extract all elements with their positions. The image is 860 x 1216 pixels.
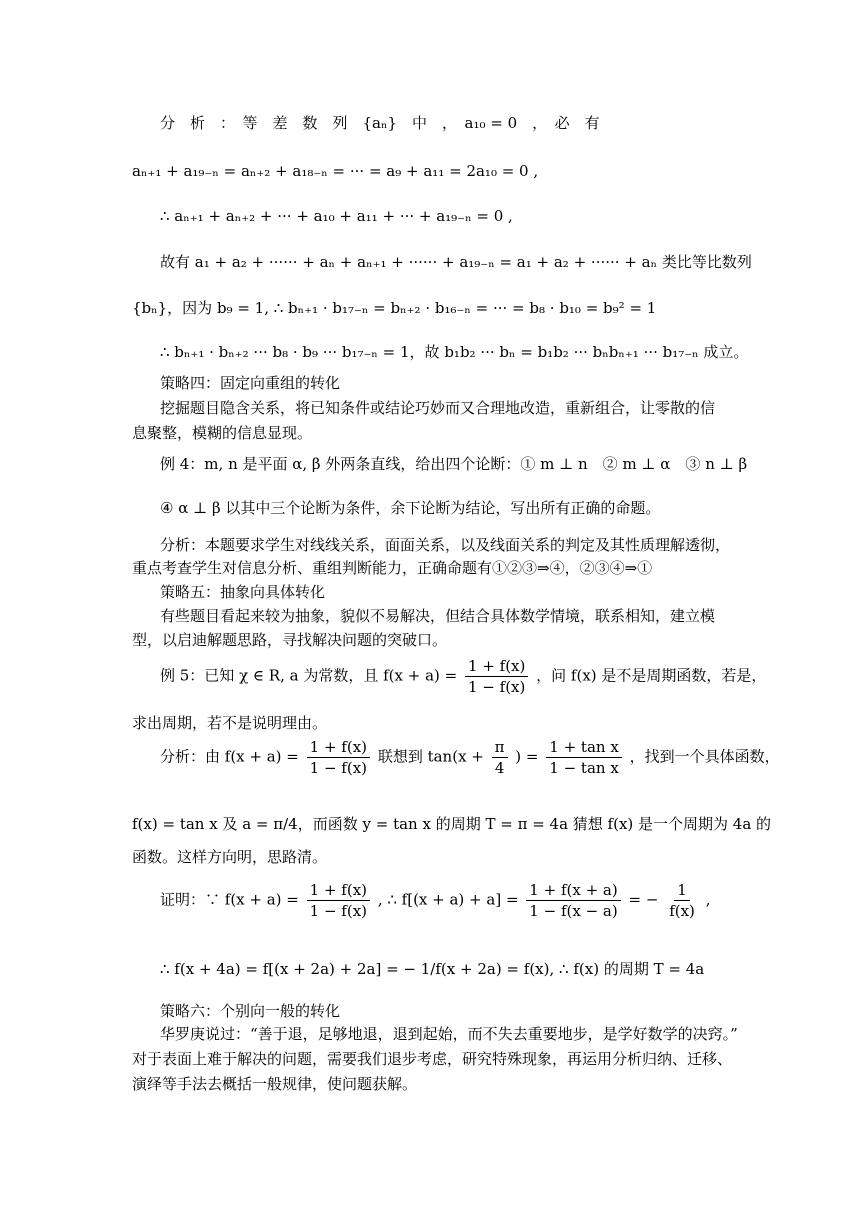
paragraph-line: 故有 a₁ + a₂ + ······ + aₙ + aₙ₊₁ + ······ + a₁₉₋ₙ = a₁ + a₂ + ······ + aₙ 类比等比数列 xyxy=(160,253,752,271)
analysis-text: 分析：由 f(x + a) = xyxy=(160,747,299,766)
paragraph-line: {bₙ}，因为 b₉ = 1, ∴ bₙ₊₁ · b₁₇₋ₙ = bₙ₊₂ · b₁₆₋ₙ = ··· = b₈ · b₁₀ = b₉² = 1 xyxy=(132,299,657,317)
analysis-text: ，找到一个具体函数， xyxy=(629,747,780,766)
proof-text: = − xyxy=(628,890,659,909)
analysis-line xyxy=(160,737,780,778)
fraction-denominator: 1 − f(x − a) xyxy=(529,902,618,920)
paragraph-line: 函数。这样方向明，思路清。 xyxy=(132,848,328,866)
analysis-text: ) = xyxy=(515,747,539,766)
example-5-text: 例 5：已知 χ ∈ R, a 为常数，且 f(x + a) = xyxy=(160,666,458,685)
fraction-numerator: 1 + f(x + a) xyxy=(526,880,620,901)
fraction xyxy=(526,880,620,921)
equation-line: ∴ aₙ₊₁ + aₙ₊₂ + ··· + a₁₀ + a₁₁ + ··· + a₁₉₋ₙ = 0 , xyxy=(160,207,513,225)
equation-line: aₙ₊₁ + a₁₉₋ₙ = aₙ₊₂ + a₁₈₋ₙ = ··· = a₉ + a₁₁ = 2a₁₀ = 0 , xyxy=(132,162,539,180)
fraction xyxy=(465,656,528,697)
paragraph-line: 分析：本题要求学生对线线关系，面面关系，以及线面关系的判定及其性质理解透彻， xyxy=(160,536,731,554)
fraction-numerator: 1 + f(x) xyxy=(465,656,528,677)
fraction xyxy=(666,880,698,921)
proof-text: 证明：∵ f(x + a) = xyxy=(160,890,299,909)
fraction-denominator: f(x) xyxy=(669,902,695,920)
fraction xyxy=(307,737,370,778)
fraction xyxy=(546,737,622,778)
proof-text: , ∴ f[(x + a) + a] = xyxy=(377,890,519,909)
fraction-numerator: 1 xyxy=(674,880,690,901)
proof-text: , xyxy=(705,890,711,909)
paragraph-line: 重点考查学生对信息分析、重组判断能力，正确命题有①②③⇒④，②③④⇒① xyxy=(132,559,653,577)
fraction-denominator: 4 xyxy=(494,759,505,777)
fraction xyxy=(307,880,370,921)
paragraph-line: 息聚整，模糊的信息显现。 xyxy=(132,424,313,442)
fraction-numerator: 1 + tan x xyxy=(546,737,622,758)
example-5-text: ，问 f(x) 是不是周期函数，若是， xyxy=(536,666,767,685)
paragraph-line: 分 析 ： 等 差 数 列 {aₙ} 中 ， a₁₀ = 0 ， 必 有 xyxy=(160,114,600,132)
paragraph-line: f(x) = tan x 及 a = π/4，而函数 y = tan x 的周期 T = π = 4a 猜想 f(x) 是一个周期为 4a 的 xyxy=(132,815,772,833)
equation-line: ∴ f(x + 4a) = f[(x + 2a) + 2a] = − 1/f(x + 2a) = f(x), ∴ f(x) 的周期 T = 4a xyxy=(160,960,705,978)
paragraph-line: ④ α ⊥ β 以其中三个论断为条件，余下论断为结论，写出所有正确的命题。 xyxy=(160,499,661,517)
paragraph-line: ∴ bₙ₊₁ · bₙ₊₂ ··· b₈ · b₉ ··· b₁₇₋ₙ = 1，故 b₁b₂ ··· bₙ = b₁b₂ ··· bₙbₙ₊₁ ··· b₁₇₋ₙ 成立。 xyxy=(160,343,749,361)
paragraph-line: 挖掘题目隐含关系，将已知条件或结论巧妙而又合理地改造，重新组合，让零散的信 xyxy=(160,399,716,417)
paragraph-line: 求出周期，若不是说明理由。 xyxy=(132,714,328,732)
section-heading: 策略六：个别向一般的转化 xyxy=(160,1002,341,1020)
paragraph-line: 对于表面上难于解决的问题，需要我们退步考虑，研究特殊现象，再运用分析归纳、迁移、 xyxy=(132,1050,733,1068)
fraction-numerator: 1 + f(x) xyxy=(307,880,370,901)
example-5-line xyxy=(160,656,767,697)
section-heading: 策略四：固定向重组的转化 xyxy=(160,374,341,392)
fraction xyxy=(492,737,508,778)
paragraph-line: 型，以启迪解题思路，寻找解决问题的突破口。 xyxy=(132,631,448,649)
fraction-denominator: 1 − f(x) xyxy=(309,759,368,777)
analysis-text: 联想到 tan(x + xyxy=(377,747,484,766)
proof-line xyxy=(160,880,760,921)
section-heading: 策略五：抽象向具体转化 xyxy=(160,583,326,601)
fraction-denominator: 1 − f(x) xyxy=(309,902,368,920)
fraction-denominator: 1 − f(x) xyxy=(468,678,526,696)
fraction-numerator: π xyxy=(492,737,508,758)
paragraph-line: 华罗庚说过：“善于退，足够地退，退到起始，而不失去重要地步，是学好数学的决窍。” xyxy=(160,1025,738,1043)
fraction-denominator: 1 − tan x xyxy=(549,759,619,777)
fraction-numerator: 1 + f(x) xyxy=(307,737,370,758)
paragraph-line: 有些题目看起来较为抽象，貌似不易解决，但结合具体数学情境，联系相知，建立模 xyxy=(160,607,716,625)
example-line: 例 4：m, n 是平面 α, β 外两条直线，给出四个论断：① m ⊥ n ② m ⊥ α ③ n ⊥ β xyxy=(160,455,748,473)
paragraph-line: 演绎等手法去概括一般规律，使问题获解。 xyxy=(132,1075,418,1093)
